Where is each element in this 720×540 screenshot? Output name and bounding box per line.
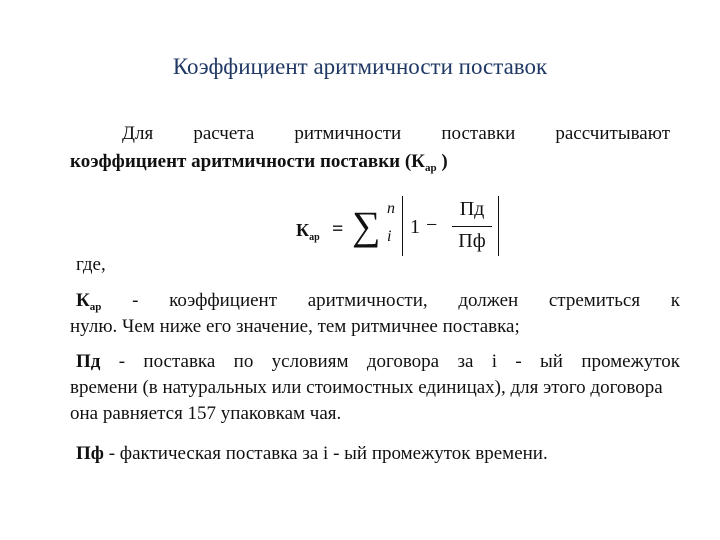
formula-lhs (296, 220, 320, 241)
abs-bar-left (402, 196, 403, 256)
definition-text: - коэффициент аритмичности, должен стремиться к (101, 290, 680, 311)
fraction-denominator: Пф (458, 230, 486, 252)
definition-continuation: нулю. Чем ниже его значение, тем ритмичнее поставка; (70, 316, 520, 337)
definition-term: К (76, 290, 90, 311)
definition-term-sub: ар (89, 301, 102, 313)
definition-first-line (70, 349, 680, 375)
definition-first-line (70, 441, 680, 467)
intro-paren: ) (436, 151, 448, 172)
formula-lhs-sub: ар (309, 232, 320, 243)
definition-first-line (70, 288, 680, 314)
definition-continuation: времени (в натуральных или стоимостных единицах), для этого договора она равняется 157 упаковкам чая. (70, 377, 663, 424)
intro-line-1: Для расчета ритмичности поставки рассчитывают (122, 123, 670, 144)
definition-text: - фактическая поставка за i - ый промежуток времени. (103, 443, 548, 464)
intro-paragraph (70, 120, 670, 176)
formula-one: 1 (410, 216, 420, 238)
fraction-numerator: Пд (459, 198, 485, 220)
formula-equals: = (332, 218, 344, 240)
definition-pd (70, 349, 680, 427)
definition-pf (70, 441, 680, 467)
abs-bar-right (498, 196, 499, 256)
where-label: где, (76, 254, 106, 275)
intro-line-2 (70, 148, 670, 176)
sigma-symbol: ∑ (352, 203, 381, 248)
intro-term-sub: ар (424, 162, 437, 174)
definition-kar (70, 288, 680, 340)
sum-upper-limit: n (387, 200, 395, 217)
fraction-line (452, 226, 492, 227)
sum-lower-limit: i (387, 228, 392, 245)
formula-lhs-letter: К (296, 220, 310, 240)
formula (292, 194, 522, 264)
definition-text: - поставка по условиям договора за i - ый промежуток (100, 351, 680, 372)
intro-term: коэффициент аритмичности поставки (К (70, 151, 425, 172)
slide-title: Коэффициент аритмичности поставок (172, 54, 548, 79)
definition-term: Пф (76, 443, 104, 464)
formula-minus: − (426, 214, 438, 236)
definition-term: Пд (76, 351, 101, 372)
